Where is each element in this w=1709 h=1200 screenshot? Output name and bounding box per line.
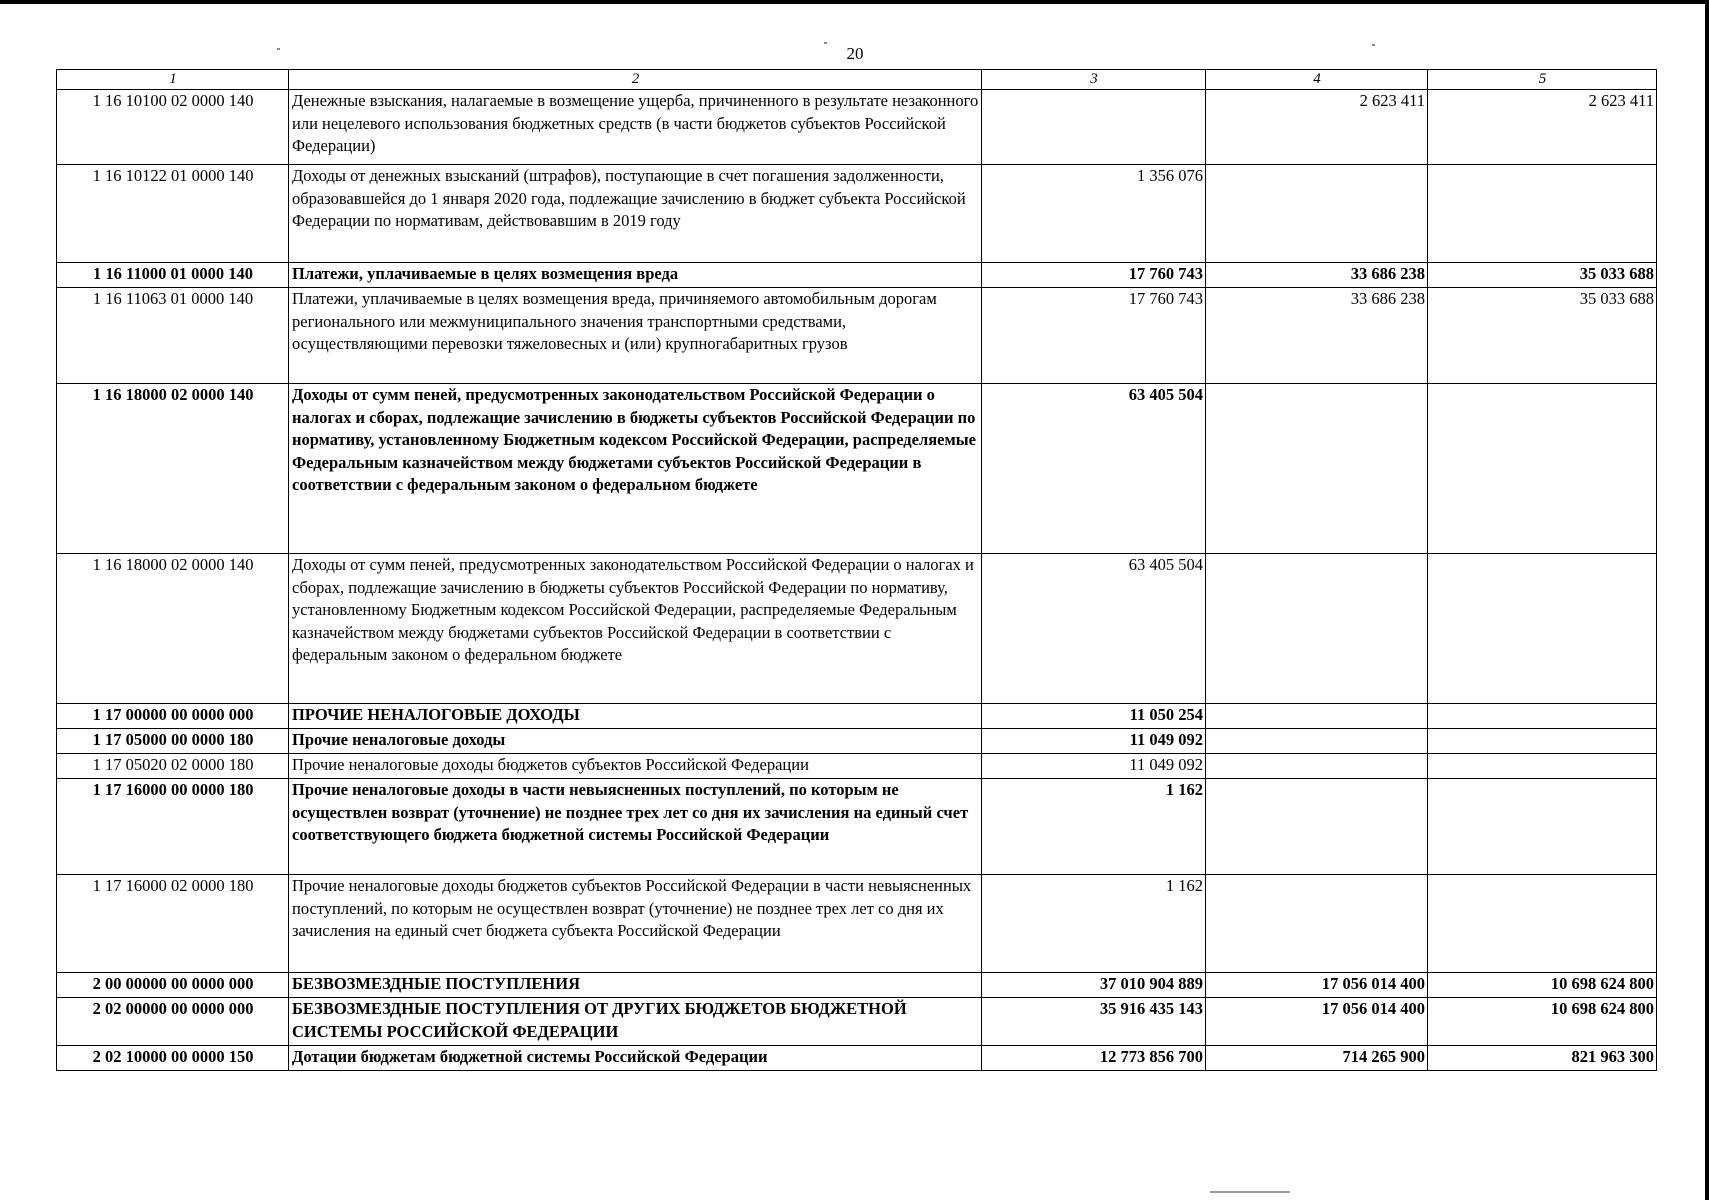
revenue-name-cell: Прочие неналоговые доходы бюджетов субъектов Российской Федерации в части невыясненных поступлений, по которым не осуществлен возврат (уточнение) не позднее трех лет со дня их зачисления на единый счет бюджета субъекта Российской Федерации bbox=[289, 875, 982, 973]
column-3-value: 11 050 254 bbox=[982, 704, 1206, 729]
column-5-value: 10 698 624 800 bbox=[1428, 998, 1657, 1046]
scan-speck bbox=[824, 42, 827, 44]
column-3-value: 1 162 bbox=[982, 875, 1206, 973]
column-4-value bbox=[1206, 554, 1428, 704]
scan-top-edge bbox=[0, 0, 1709, 4]
revenue-name-cell: Доходы от сумм пеней, предусмотренных законодательством Российской Федерации о налогах и сборах, подлежащие зачислению в бюджеты субъектов Российской Федерации по нормативу, установленному Бюджетным кодексом Российской Федерации, распределяемые Федеральным казначейством между бюджетами субъектов Российской Федерации в соответствии с федеральным законом о федеральном бюджете bbox=[289, 554, 982, 704]
scan-speck bbox=[1372, 44, 1375, 46]
budget-code-cell: 1 16 10100 02 0000 140 bbox=[57, 90, 289, 165]
budget-code-cell: 2 02 10000 00 0000 150 bbox=[57, 1046, 289, 1071]
column-header-3: 3 bbox=[982, 70, 1206, 90]
revenue-name-cell: БЕЗВОЗМЕЗДНЫЕ ПОСТУПЛЕНИЯ ОТ ДРУГИХ БЮДЖЕТОВ БЮДЖЕТНОЙ СИСТЕМЫ РОССИЙСКОЙ ФЕДЕРАЦИИ bbox=[289, 998, 982, 1046]
revenue-name-cell: Платежи, уплачиваемые в целях возмещения вреда, причиняемого автомобильным дорогам регионального или межмуниципального значения транспортными средствами, осуществляющими перевозки тяжеловесных и (или) крупногабаритных грузов bbox=[289, 288, 982, 384]
revenue-name-cell: БЕЗВОЗМЕЗДНЫЕ ПОСТУПЛЕНИЯ bbox=[289, 973, 982, 998]
budget-code-cell: 1 17 16000 02 0000 180 bbox=[57, 875, 289, 973]
revenue-name-cell: Доходы от денежных взысканий (штрафов), поступающие в счет погашения задолженности, образовавшейся до 1 января 2020 года, подлежащие зачислению в бюджет субъекта Российской Федерации по нормативам, действовавшим в 2019 году bbox=[289, 165, 982, 263]
column-3-value: 1 356 076 bbox=[982, 165, 1206, 263]
column-4-value bbox=[1206, 729, 1428, 754]
budget-code-cell: 1 16 11000 01 0000 140 bbox=[57, 263, 289, 288]
table-row bbox=[57, 554, 1657, 704]
table-row bbox=[57, 1046, 1657, 1071]
table-row bbox=[57, 754, 1657, 779]
column-5-value: 821 963 300 bbox=[1428, 1046, 1657, 1071]
budget-code-cell: 1 16 10122 01 0000 140 bbox=[57, 165, 289, 263]
column-3-value: 11 049 092 bbox=[982, 729, 1206, 754]
table-row bbox=[57, 288, 1657, 384]
budget-code-cell: 1 16 18000 02 0000 140 bbox=[57, 554, 289, 704]
column-header-2: 2 bbox=[289, 70, 982, 90]
revenue-name-cell: Дотации бюджетам бюджетной системы Российской Федерации bbox=[289, 1046, 982, 1071]
column-4-value bbox=[1206, 875, 1428, 973]
table-row bbox=[57, 263, 1657, 288]
scan-speck bbox=[277, 48, 280, 50]
column-5-value bbox=[1428, 165, 1657, 263]
column-header-5: 5 bbox=[1428, 70, 1657, 90]
column-3-value: 17 760 743 bbox=[982, 288, 1206, 384]
column-4-value: 33 686 238 bbox=[1206, 288, 1428, 384]
column-4-value: 33 686 238 bbox=[1206, 263, 1428, 288]
revenue-name-cell: Прочие неналоговые доходы в части невыясненных поступлений, по которым не осуществлен возврат (уточнение) не позднее трех лет со дня их зачисления на единый счет соответствующего бюджета бюджетной системы Российской Федерации bbox=[289, 779, 982, 875]
column-5-value bbox=[1428, 704, 1657, 729]
column-3-value: 17 760 743 bbox=[982, 263, 1206, 288]
revenue-name-cell: Денежные взыскания, налагаемые в возмещение ущерба, причиненного в результате незаконного или нецелевого использования бюджетных средств (в части бюджетов субъектов Российской Федерации) bbox=[289, 90, 982, 165]
budget-code-cell: 1 17 05020 02 0000 180 bbox=[57, 754, 289, 779]
budget-code-cell: 1 16 11063 01 0000 140 bbox=[57, 288, 289, 384]
column-5-value: 35 033 688 bbox=[1428, 288, 1657, 384]
budget-code-cell: 1 17 05000 00 0000 180 bbox=[57, 729, 289, 754]
column-3-value: 1 162 bbox=[982, 779, 1206, 875]
column-5-value bbox=[1428, 779, 1657, 875]
column-header-4: 4 bbox=[1206, 70, 1428, 90]
column-3-value: 63 405 504 bbox=[982, 384, 1206, 554]
column-4-value: 17 056 014 400 bbox=[1206, 998, 1428, 1046]
column-4-value bbox=[1206, 384, 1428, 554]
column-3-value: 37 010 904 889 bbox=[982, 973, 1206, 998]
table-row bbox=[57, 90, 1657, 165]
column-4-value bbox=[1206, 704, 1428, 729]
column-5-value bbox=[1428, 754, 1657, 779]
budget-code-cell: 1 16 18000 02 0000 140 bbox=[57, 384, 289, 554]
column-4-value bbox=[1206, 779, 1428, 875]
revenue-name-cell: Платежи, уплачиваемые в целях возмещения вреда bbox=[289, 263, 982, 288]
column-4-value: 17 056 014 400 bbox=[1206, 973, 1428, 998]
revenue-name-cell: Прочие неналоговые доходы bbox=[289, 729, 982, 754]
column-5-value bbox=[1428, 384, 1657, 554]
revenue-name-cell: ПРОЧИЕ НЕНАЛОГОВЫЕ ДОХОДЫ bbox=[289, 704, 982, 729]
column-5-value: 10 698 624 800 bbox=[1428, 973, 1657, 998]
column-5-value: 35 033 688 bbox=[1428, 263, 1657, 288]
column-3-value: 11 049 092 bbox=[982, 754, 1206, 779]
budget-code-cell: 1 17 16000 00 0000 180 bbox=[57, 779, 289, 875]
table-row bbox=[57, 973, 1657, 998]
column-5-value: 2 623 411 bbox=[1428, 90, 1657, 165]
table-row bbox=[57, 875, 1657, 973]
table-row bbox=[57, 998, 1657, 1046]
column-4-value bbox=[1206, 165, 1428, 263]
column-5-value bbox=[1428, 554, 1657, 704]
column-3-value bbox=[982, 90, 1206, 165]
page-number: 20 bbox=[846, 44, 864, 63]
budget-revenue-table bbox=[56, 69, 1657, 1071]
column-number-header-row bbox=[57, 70, 1657, 90]
column-3-value: 63 405 504 bbox=[982, 554, 1206, 704]
revenue-name-cell: Доходы от сумм пеней, предусмотренных законодательством Российской Федерации о налогах и сборах, подлежащие зачислению в бюджеты субъектов Российской Федерации по нормативу, установленному Бюджетным кодексом Российской Федерации, распределяемые Федеральным казначейством между бюджетами субъектов Российской Федерации в соответствии с федеральным законом о федеральном бюджете bbox=[289, 384, 982, 554]
scan-bottom-mark bbox=[1210, 1191, 1290, 1193]
column-4-value: 2 623 411 bbox=[1206, 90, 1428, 165]
column-5-value bbox=[1428, 729, 1657, 754]
column-4-value bbox=[1206, 754, 1428, 779]
column-4-value: 714 265 900 bbox=[1206, 1046, 1428, 1071]
table-row bbox=[57, 779, 1657, 875]
column-3-value: 35 916 435 143 bbox=[982, 998, 1206, 1046]
column-3-value: 12 773 856 700 bbox=[982, 1046, 1206, 1071]
revenue-name-cell: Прочие неналоговые доходы бюджетов субъектов Российской Федерации bbox=[289, 754, 982, 779]
table-row bbox=[57, 729, 1657, 754]
table-row bbox=[57, 704, 1657, 729]
column-5-value bbox=[1428, 875, 1657, 973]
table-row bbox=[57, 165, 1657, 263]
budget-code-cell: 2 00 00000 00 0000 000 bbox=[57, 973, 289, 998]
budget-code-cell: 1 17 00000 00 0000 000 bbox=[57, 704, 289, 729]
budget-code-cell: 2 02 00000 00 0000 000 bbox=[57, 998, 289, 1046]
scan-right-edge bbox=[1705, 0, 1709, 1200]
column-header-1: 1 bbox=[57, 70, 289, 90]
table-row bbox=[57, 384, 1657, 554]
